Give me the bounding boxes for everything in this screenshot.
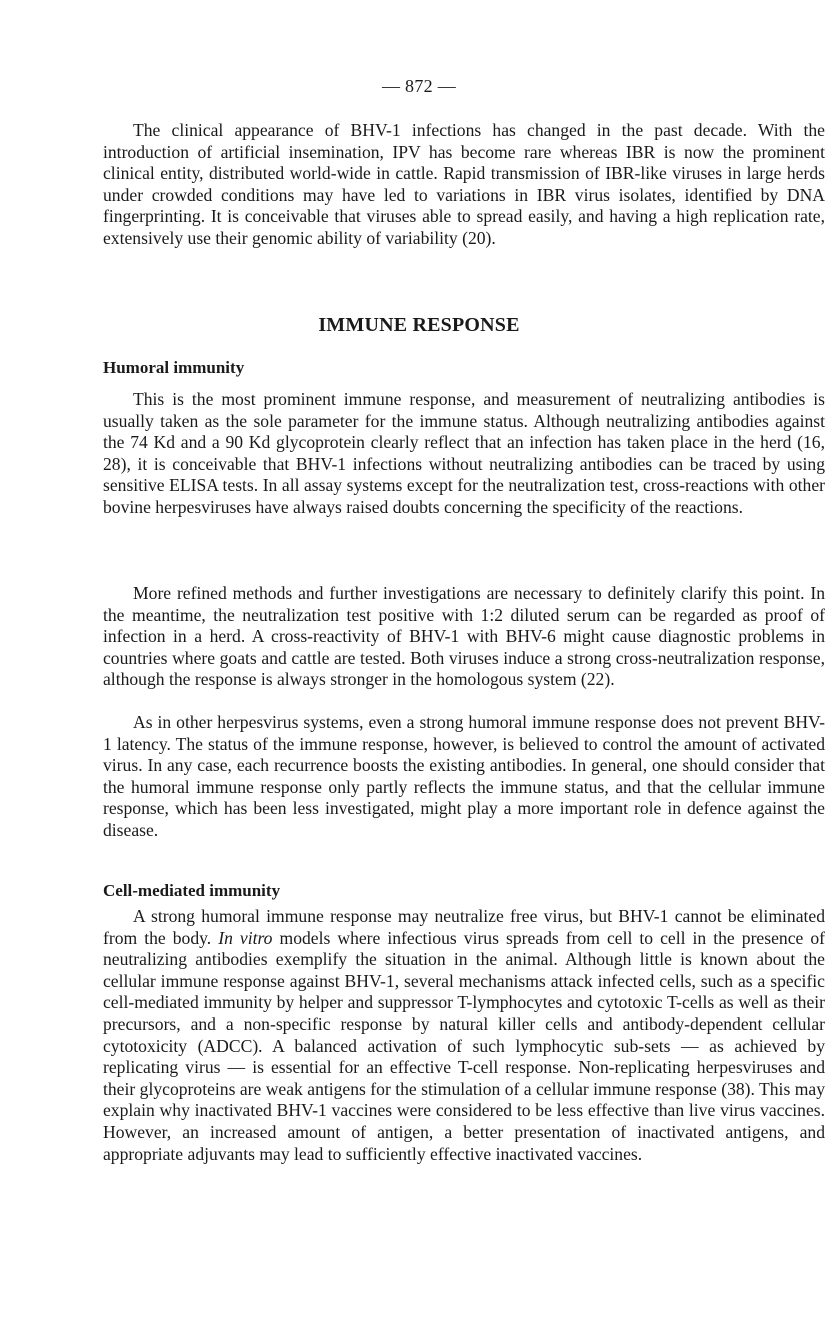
humoral-paragraph-3: As in other herpesvirus systems, even a strong humoral immune response does not prevent BHV-1 latency. The status of the immune response, however, is believed to control the amount of activated virus. In any case, each recurrence boosts the existing antibodies. In general, one should consider that the humoral immune response only partly reflects the immune status, and that the cellular immune response, which has been less investigated, might play a more important role in defence against the disease. <box>103 712 825 840</box>
cell-mediated-paragraph-end: models where infectious virus spreads from cell to cell in the presence of neutralizing antibodies exemplify the situation in the animal. Although little is known about the cellular immune response against BHV-1, several mechanisms attack infected cells, such as a specific cell-mediated immunity by helper and suppressor T-lymphocytes and cytotoxic T-cells as well as their precursors, and a non-specific response by natural killer cells and antibody-dependent cellular cytotoxicity (ADCC). A balanced activation of such lymphocytic sub-sets — as achieved by replicating virus — is essential for an effective T-cell response. Non-replicating herpesviruses and their glycoproteins are weak antigens for the stimulation of a cellular immune response (38). This may explain why inactivated BHV-1 vaccines were considered to be less effective than live virus vaccines. However, an increased amount of antigen, a better presentation of inactivated antigens, and appropriate adjuvants may lead to sufficiently effective inactivated vaccines. <box>103 927 825 1164</box>
section-title: IMMUNE RESPONSE <box>318 314 520 336</box>
humoral-paragraph-2-block <box>103 583 825 691</box>
cell-mediated-paragraph-start: A strong humoral immune response may neutralize free virus, but BHV-1 cannot be eliminated from the body. <box>103 906 825 948</box>
cell-mediated-paragraph-block <box>103 906 825 1165</box>
humoral-paragraph-1-block <box>103 389 825 519</box>
humoral-paragraph-1: This is the most prominent immune response, and measurement of neutralizing antibodies is usually taken as the sole parameter for the immune status. Although neutralizing antibodies against the 74 Kd and a 90 Kd glycoprotein clearly reflect that an infection has taken place in the herd (16, 28), it is conceivable that BHV-1 infections without neutralizing antibodies can be traced by using sensitive ELISA tests. In all assay systems except for the neutralization test, cross-reactions with other bovine herpesviruses have always raised doubts concerning the specificity of the reactions. <box>103 389 825 517</box>
intro-paragraph: The clinical appearance of BHV-1 infections has changed in the past decade. With the introduction of artificial insemination, IPV has become rare whereas IBR is now the prominent clinical entity, distributed world-wide in cattle. Rapid transmission of IBR-like viruses in large herds under crowded conditions may have led to variations in IBR virus isolates, identified by DNA fingerprinting. It is conceivable that viruses able to spread easily, and having a high replication rate, extensively use their genomic ability of variability (20). <box>103 120 825 248</box>
humoral-paragraph-2: More refined methods and further investigations are necessary to definitely clarify this point. In the meantime, the neutralization test positive with 1:2 diluted serum can be regarded as proof of infection in a herd. A cross-reactivity of BHV-1 with BHV-6 might cause diagnostic problems in countries where goats and cattle are tested. Both viruses induce a strong cross-neutralization response, although the response is always stronger in the homologous system (22). <box>103 583 825 690</box>
humoral-paragraph-3-block <box>103 712 825 842</box>
page-number: — 872 — <box>381 76 457 96</box>
humoral-immunity-heading: Humoral immunity <box>103 358 245 377</box>
intro-paragraph-block <box>103 120 825 250</box>
in-vitro-italic: In vitro <box>218 927 273 948</box>
cell-mediated-immunity-heading: Cell-mediated immunity <box>103 881 281 900</box>
cell-mediated-paragraph <box>103 906 825 1165</box>
